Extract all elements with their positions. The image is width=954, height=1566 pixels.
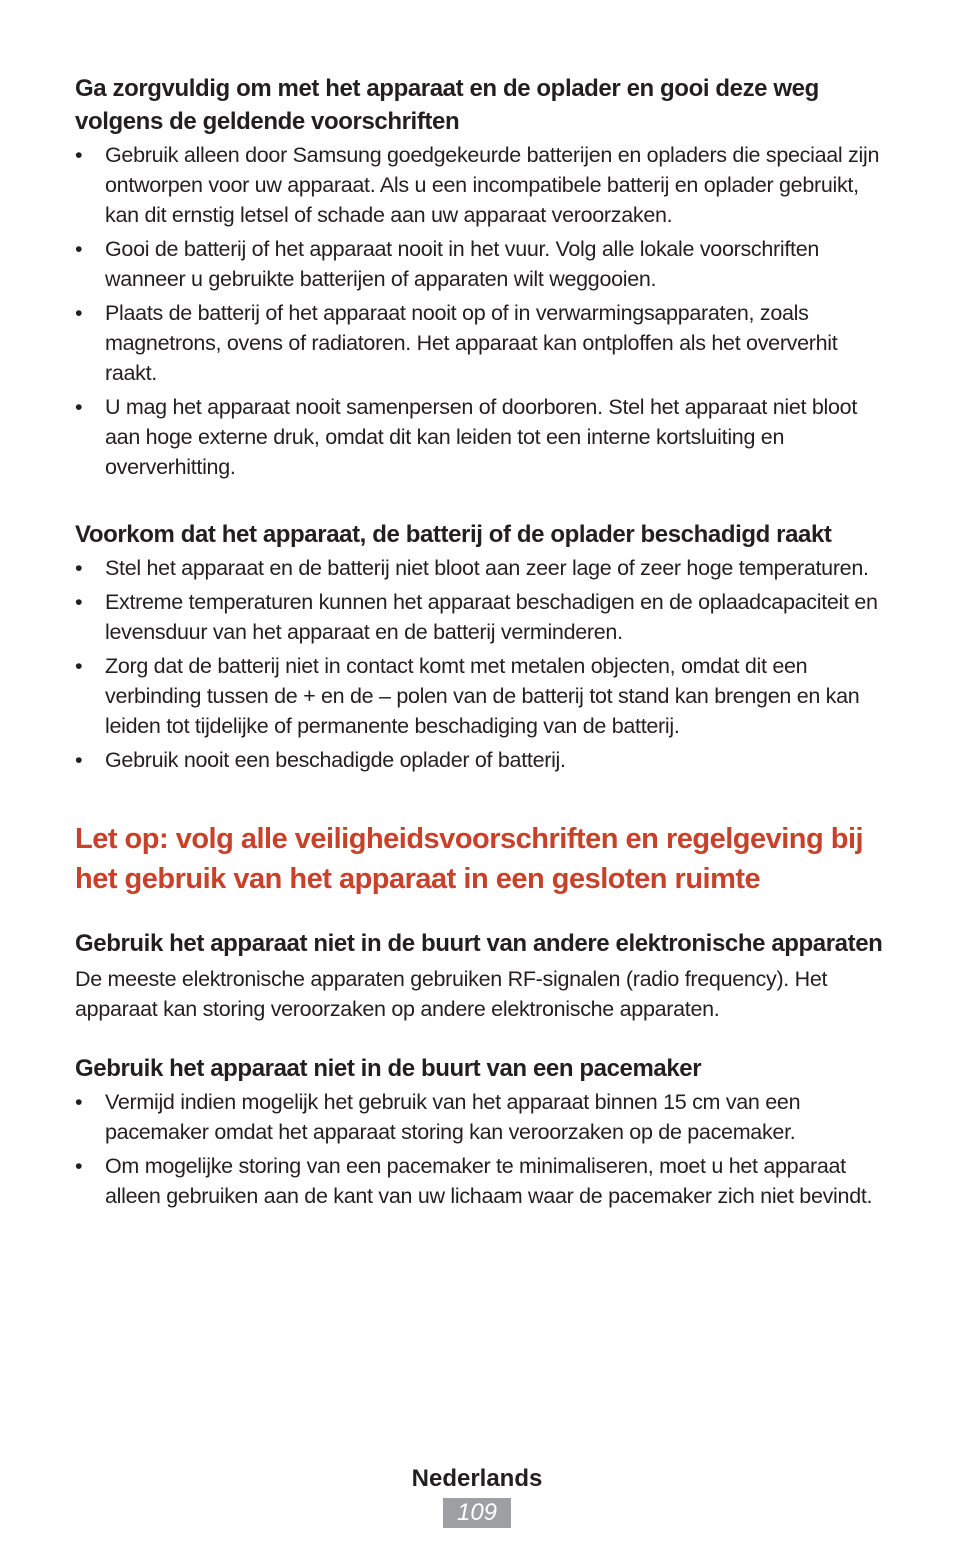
section-electronic-devices [75,927,890,1024]
page-footer [0,1462,954,1528]
bullet-list [75,1087,890,1211]
bullet-item: • Gebruik nooit een beschadigde oplader of batterij. [75,745,890,775]
bullet-item: • Zorg dat de batterij niet in contact komt met metalen objecten, omdat dit een verbinding tussen de + en de – polen van de batterij tot stand kan brengen en kan leiden tot tijdelijke of permanente beschadiging van de batterij. [75,651,890,741]
bullet-item: • Gooi de batterij of het apparaat nooit in het vuur. Volg alle lokale voorschriften wanneer u gebruikte batterijen of apparaten wilt weggooien. [75,234,890,294]
section-heading: Gebruik het apparaat niet in de buurt van een pacemaker [75,1055,702,1082]
bullet-list [75,140,890,482]
section-heading: Gebruik het apparaat niet in de buurt van andere elektronische apparaten [75,930,883,957]
bullet-item: • Om mogelijke storing van een pacemaker te minimaliseren, moet u het apparaat alleen gebruiken aan de kant van uw lichaam waar de pacemaker zich niet bevindt. [75,1151,890,1211]
main-section-title: Let op: volg alle veiligheidsvoorschriften en regelgeving bij het gebruik van het apparaat in een gesloten ruimte [75,823,864,895]
section-paragraph: De meeste elektronische apparaten gebruiken RF-signalen (radio frequency). Het apparaat kan storing veroorzaken op andere elektronische apparaten. [75,967,828,1021]
section-battery-handling [75,72,890,482]
document-body [75,72,890,1215]
section-prevent-damage [75,518,890,775]
bullet-item: • Extreme temperaturen kunnen het apparaat beschadigen en de oplaadcapaciteit en levensduur van het apparaat en de batterij verminderen. [75,587,890,647]
bullet-item: • Plaats de batterij of het apparaat nooit op of in verwarmingsapparaten, zoals magnetrons, ovens of radiatoren. Het apparaat kan ontploffen als het oververhit raakt. [75,298,890,388]
bullet-item: • U mag het apparaat nooit samenpersen of doorboren. Stel het apparaat niet bloot aan hoge externe druk, omdat dit kan leiden tot een interne kortsluiting en oververhitting. [75,392,890,482]
section-heading: Voorkom dat het apparaat, de batterij of de oplader beschadigd raakt [75,521,832,548]
bullet-item: • Stel het apparaat en de batterij niet bloot aan zeer lage of zeer hoge temperaturen. [75,553,890,583]
page-number: 109 [443,1498,511,1528]
bullet-item: • Vermijd indien mogelijk het gebruik van het apparaat binnen 15 cm van een pacemaker omdat het apparaat storing kan veroorzaken op de pacemaker. [75,1087,890,1147]
section-pacemaker [75,1052,890,1211]
bullet-item: • Gebruik alleen door Samsung goedgekeurde batterijen en opladers die speciaal zijn ontworpen voor uw apparaat. Als u een incompatibele batterij en oplader gebruikt, kan dit ernstig letsel of schade aan uw apparaat veroorzaken. [75,140,890,230]
section-heading: Ga zorgvuldig om met het apparaat en de oplader en gooi deze weg volgens de geldende voorschriften [75,75,819,135]
bullet-list [75,553,890,775]
footer-language: Nederlands [411,1465,543,1492]
